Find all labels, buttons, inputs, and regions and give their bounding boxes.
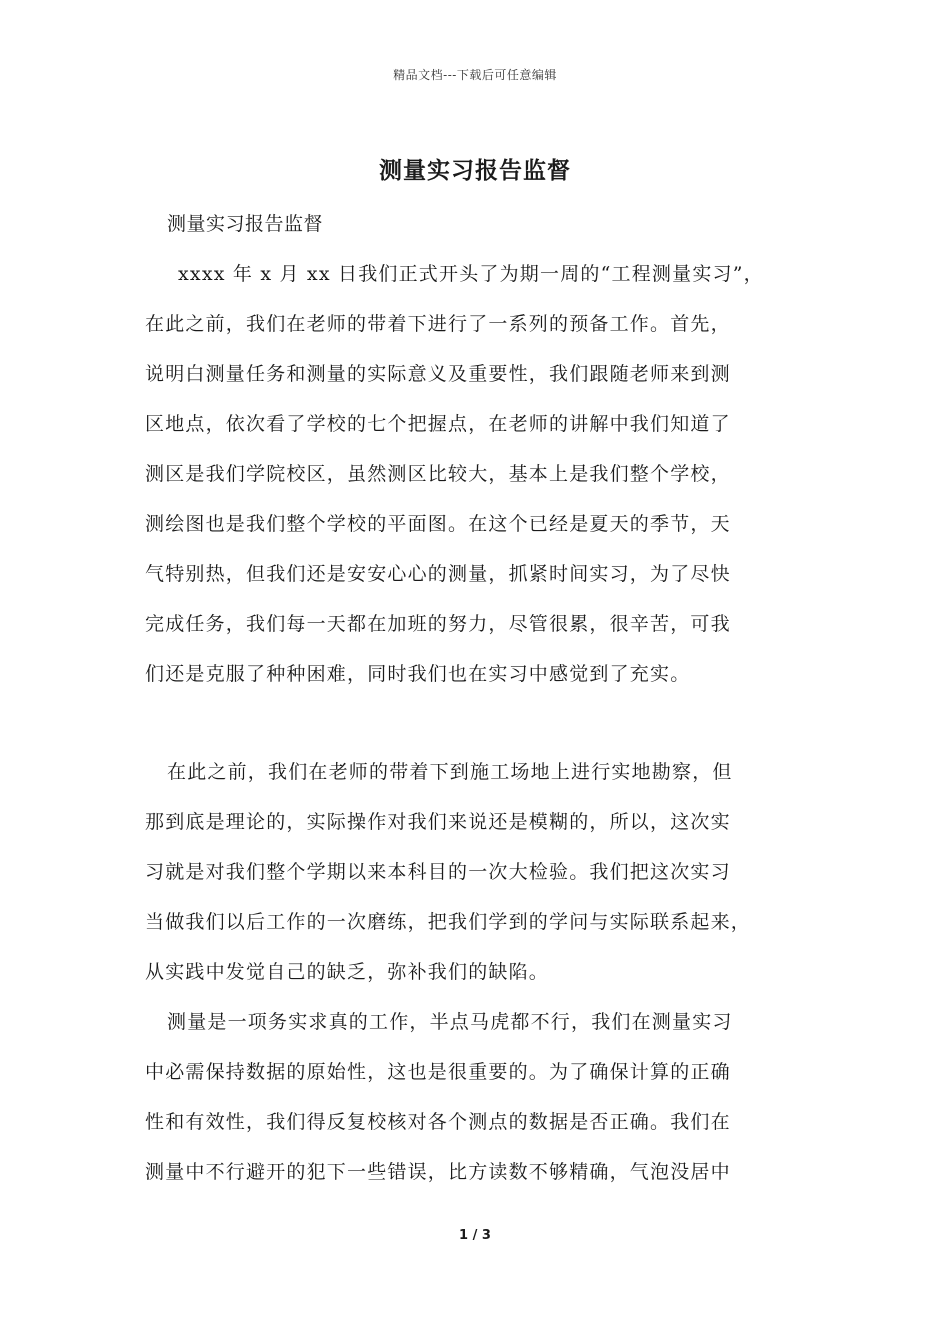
paragraph-line: 区地点，依次看了学校的七个把握点，在老师的讲解中我们知道了 <box>145 413 731 435</box>
page-header: 精品文档---下载后可任意编辑 <box>393 68 557 82</box>
paragraph-line: 测区是我们学院校区，虽然测区比较大，基本上是我们整个学校， <box>145 463 731 485</box>
paragraph-line: 习就是对我们整个学期以来本科目的一次大检验。我们把这次实习 <box>145 861 731 883</box>
paragraph-line: 们还是克服了种种困难，同时我们也在实习中感觉到了充实。 <box>145 663 691 685</box>
paragraph-line: 当做我们以后工作的一次磨练，把我们学到的学问与实际联系起来， <box>145 911 752 933</box>
paragraph-line: 在此之前，我们在老师的带着下到施工场地上进行实地勘察，但 <box>167 761 733 783</box>
paragraph-line: 在此之前，我们在老师的带着下进行了一系列的预备工作。首先， <box>145 313 731 335</box>
page-number: 1 / 3 <box>459 1228 491 1243</box>
paragraph-line: 完成任务，我们每一天都在加班的努力，尽管很累，很辛苦，可我 <box>145 613 731 635</box>
document-subtitle: 测量实习报告监督 <box>167 213 324 235</box>
paragraph-line: 测绘图也是我们整个学校的平面图。在这个已经是夏天的季节，天 <box>145 513 731 535</box>
paragraph-line: 测量中不行避开的犯下一些错误，比方读数不够精确，气泡没居中 <box>145 1161 731 1183</box>
paragraph-line: 性和有效性，我们得反复校核对各个测点的数据是否正确。我们在 <box>145 1111 731 1133</box>
document-title: 测量实习报告监督 <box>379 157 571 184</box>
paragraph-line: 气特别热，但我们还是安安心心的测量，抓紧时间实习，为了尽快 <box>145 563 731 585</box>
paragraph-line: 中必需保持数据的原始性，这也是很重要的。为了确保计算的正确 <box>145 1061 731 1083</box>
paragraph-line: 从实践中发觉自己的缺乏，弥补我们的缺陷。 <box>145 961 550 983</box>
paragraph-line: 那到底是理论的，实际操作对我们来说还是模糊的，所以，这次实 <box>145 811 731 833</box>
paragraph-line: xxxx 年 x 月 xx 日我们正式开头了为期一周的“工程测量实习”， <box>178 263 764 285</box>
paragraph-line: 测量是一项务实求真的工作，半点马虎都不行，我们在测量实习 <box>167 1011 733 1033</box>
paragraph-line: 说明白测量任务和测量的实际意义及重要性，我们跟随老师来到测 <box>145 363 731 385</box>
